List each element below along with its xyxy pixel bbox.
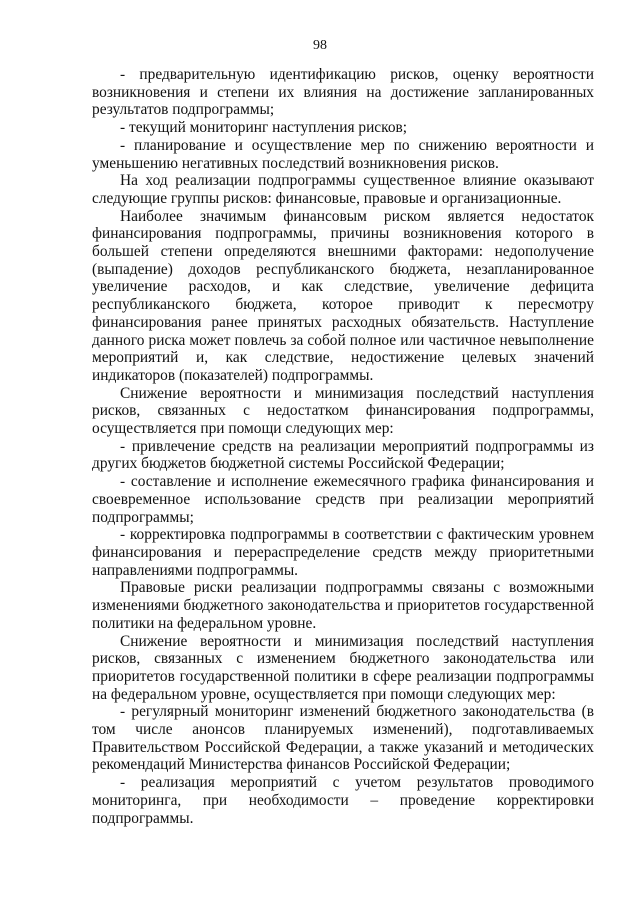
bullet-current-monitoring: - текущий мониторинг наступления рисков; — [120, 119, 408, 137]
document-body — [92, 66, 594, 827]
bullet-regular-monitoring: - регулярный мониторинг изменений бюджетного законодательства (в том числе анонсов планируемых изменений), подготавливаемых Правительством Российской Федерации, а также указаний и методических рекомендаций Министерства финансов Российской Федерации; — [92, 703, 594, 774]
paragraph-financial-risk: Наиболее значимым финансовым риском является недостаток финансирования подпрограммы, причины возникновения которого в большей степени определяются внешними факторами: недополучение (выпадение) доходов республиканского бюджета, незапланированное увеличение расходов, и как следствие, увеличение дефицита республиканского бюджета, которое приводит к пересмотру финансирования ранее принятых расходных обязательств. Наступление данного риска может повлечь за собой полное или частичное невыполнение мероприятий и, как следствие, недостижение целевых значений индикаторов (показателей) подпрограммы. — [92, 207, 594, 384]
paragraph-financial-risk-measures: Снижение вероятности и минимизация последствий наступления рисков, связанных с недостатком финансирования подпрограммы, осуществляется при помощи следующих мер: — [92, 384, 594, 438]
bullet-planning-measures: - планирование и осуществление мер по снижению вероятности и уменьшению негативных последствий возникновения рисков. — [92, 136, 594, 172]
paragraph-risk-groups: На ход реализации подпрограммы существенное влияние оказывают следующие группы рисков: финансовые, правовые и организационные. — [92, 172, 594, 207]
bullet-implementation-with-monitoring: - реализация мероприятий с учетом результатов проводимого мониторинга, при необходимости – проведение корректировки подпрограммы. — [92, 774, 594, 827]
paragraph-legal-risk-measures: Снижение вероятности и минимизация последствий наступления рисков, связанных с изменением бюджетного законодательства или приоритетов государственной политики в сфере реализации подпрограммы на федеральном уровне, осуществляется при помощи следующих мер: — [92, 632, 594, 703]
bullet-preliminary-identification: - предварительную идентификацию рисков, оценку вероятности возникновения и степени их влияния на достижение запланированных результатов подпрограммы; — [92, 66, 594, 119]
page-number: 98 — [313, 38, 327, 53]
bullet-monthly-schedule: - составление и исполнение ежемесячного графика финансирования и своевременное использование средств при реализации мероприятий подпрограммы; — [92, 473, 594, 526]
paragraph-legal-risks: Правовые риски реализации подпрограммы связаны с возможными изменениями бюджетного законодательства и приоритетов государственной политики на федеральном уровне. — [92, 579, 594, 632]
bullet-program-adjustment: - корректировка подпрограммы в соответствии с фактическим уровнем финансирования и перераспределение средств между приоритетными направлениями подпрограммы. — [92, 526, 594, 579]
bullet-attract-funds: - привлечение средств на реализации мероприятий подпрограммы из других бюджетов бюджетной системы Российской Федерации; — [92, 437, 594, 473]
